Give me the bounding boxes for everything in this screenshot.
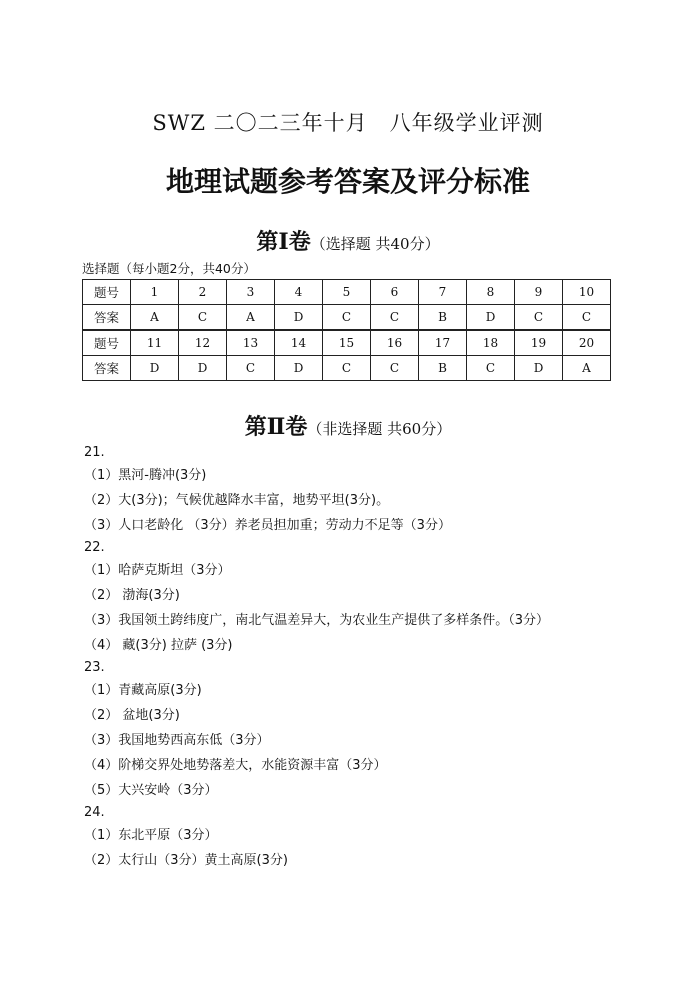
exam-header: SWZ 二〇二三年十月 八年级学业评测 bbox=[152, 111, 544, 135]
answer-line: （3）人口老龄化 （3分）养老员担加重；劳动力不足等（3分） bbox=[84, 518, 451, 533]
page-title: 地理试题参考答案及评分标准 bbox=[165, 165, 530, 198]
answer-cell: C bbox=[323, 305, 371, 331]
question-number: 4 bbox=[275, 280, 323, 305]
answer-cell: D bbox=[131, 356, 179, 381]
question-number: 9 bbox=[515, 280, 563, 305]
section-1-title: 第Ⅰ卷 bbox=[256, 229, 311, 255]
question-number: 11 bbox=[131, 330, 179, 356]
answer-cell: C bbox=[371, 305, 419, 331]
answer-cell: D bbox=[515, 356, 563, 381]
answer-cell: D bbox=[179, 356, 227, 381]
row-label: 答案 bbox=[83, 305, 131, 331]
answer-line: （4）阶梯交界处地势落差大，水能资源丰富（3分） bbox=[84, 758, 387, 773]
answer-cell: B bbox=[419, 305, 467, 331]
answer-line: （2）大(3分)；气候优越降水丰富，地势平坦(3分)。 bbox=[84, 493, 390, 508]
answer-cell: A bbox=[563, 356, 611, 381]
mcq-caption: 选择题（每小题2分，共40分） bbox=[82, 261, 256, 276]
answer-line: （3）我国领土跨纬度广，南北气温差异大，为农业生产提供了多样条件。（3分） bbox=[84, 613, 550, 628]
question-number: 12 bbox=[179, 330, 227, 356]
section-1-subtitle: （选择题 共40分） bbox=[310, 235, 440, 253]
answer-cell: C bbox=[563, 305, 611, 331]
answer-line: （2） 渤海(3分) bbox=[84, 588, 180, 603]
answer-table bbox=[82, 279, 611, 381]
question-number: 3 bbox=[227, 280, 275, 305]
question-number: 24. bbox=[84, 805, 105, 820]
question-number: 16 bbox=[371, 330, 419, 356]
table-row bbox=[83, 280, 611, 305]
question-number: 18 bbox=[467, 330, 515, 356]
section-1-heading bbox=[0, 225, 696, 256]
question-number: 8 bbox=[467, 280, 515, 305]
answer-line: （4） 藏(3分) 拉萨 (3分) bbox=[84, 638, 233, 653]
table-row bbox=[83, 330, 611, 356]
question-number: 20 bbox=[563, 330, 611, 356]
question-number: 17 bbox=[419, 330, 467, 356]
row-label: 题号 bbox=[83, 280, 131, 305]
answer-line: （1）青藏高原(3分) bbox=[84, 683, 202, 698]
answer-cell: C bbox=[227, 356, 275, 381]
row-label: 题号 bbox=[83, 330, 131, 356]
question-number: 10 bbox=[563, 280, 611, 305]
answer-line: （2）太行山（3分）黄土高原(3分) bbox=[84, 853, 288, 868]
question-number: 19 bbox=[515, 330, 563, 356]
question-number: 13 bbox=[227, 330, 275, 356]
question-number: 14 bbox=[275, 330, 323, 356]
answer-cell: A bbox=[131, 305, 179, 331]
answer-cell: C bbox=[467, 356, 515, 381]
table-row bbox=[83, 356, 611, 381]
question-number: 21. bbox=[84, 445, 105, 460]
answer-line: （1）黑河-腾冲(3分) bbox=[84, 468, 207, 483]
answer-line: （1）哈萨克斯坦（3分） bbox=[84, 563, 231, 578]
question-number: 6 bbox=[371, 280, 419, 305]
section-2-subtitle: （非选择题 共60分） bbox=[307, 420, 452, 438]
answer-line: （3）我国地势西高东低（3分） bbox=[84, 733, 270, 748]
answer-cell: C bbox=[179, 305, 227, 331]
section-2-heading bbox=[0, 410, 696, 441]
question-number: 1 bbox=[131, 280, 179, 305]
question-number: 22. bbox=[84, 540, 105, 555]
answer-line: （5）大兴安岭（3分） bbox=[84, 783, 218, 798]
table-row bbox=[83, 305, 611, 331]
question-number: 5 bbox=[323, 280, 371, 305]
answer-cell: B bbox=[419, 356, 467, 381]
row-label: 答案 bbox=[83, 356, 131, 381]
answer-cell: D bbox=[275, 356, 323, 381]
answer-line: （1）东北平原（3分） bbox=[84, 828, 218, 843]
answer-list bbox=[84, 443, 549, 873]
question-number: 15 bbox=[323, 330, 371, 356]
answer-cell: A bbox=[227, 305, 275, 331]
question-number: 23. bbox=[84, 660, 105, 675]
answer-line: （2） 盆地(3分) bbox=[84, 708, 180, 723]
section-2-title: 第Ⅱ卷 bbox=[244, 414, 308, 440]
answer-cell: D bbox=[467, 305, 515, 331]
question-number: 7 bbox=[419, 280, 467, 305]
answer-cell: C bbox=[371, 356, 419, 381]
question-number: 2 bbox=[179, 280, 227, 305]
answer-cell: C bbox=[323, 356, 371, 381]
answer-cell: D bbox=[275, 305, 323, 331]
answer-cell: C bbox=[515, 305, 563, 331]
